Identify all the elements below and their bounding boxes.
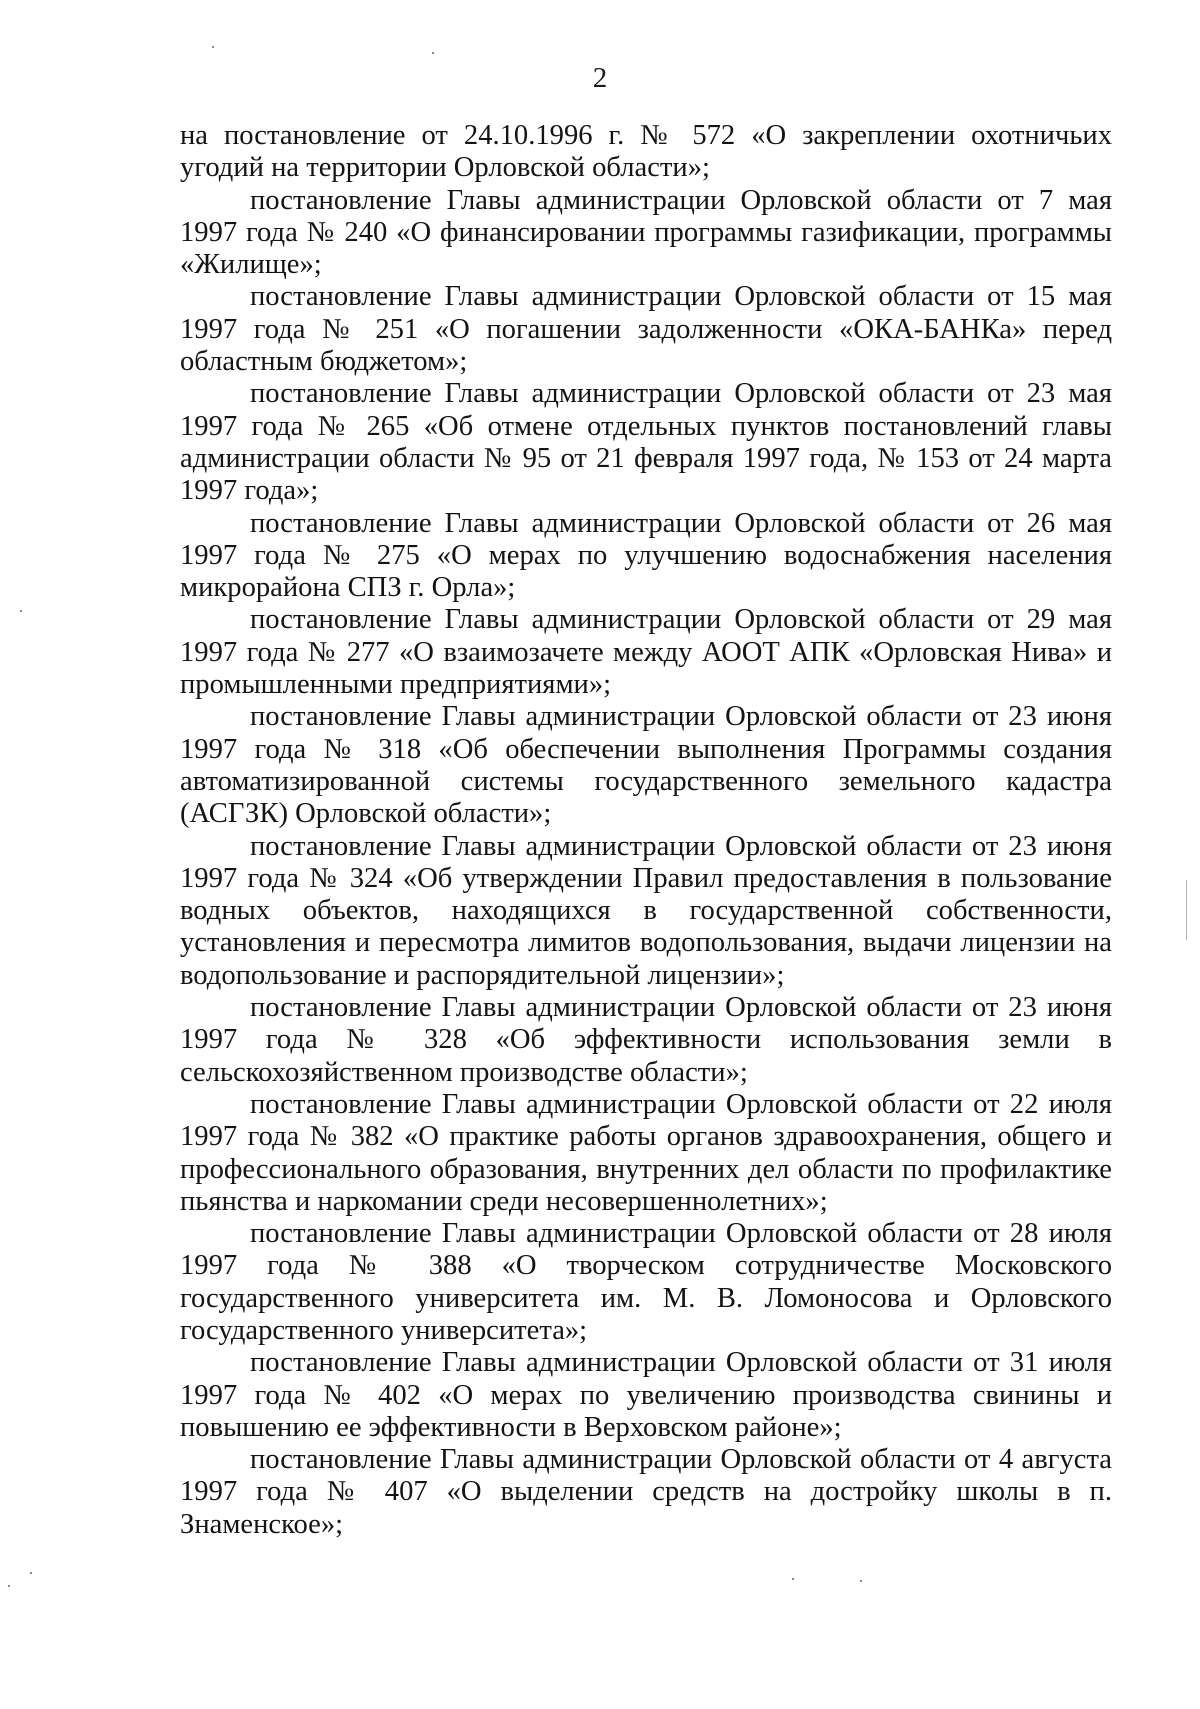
scan-speck xyxy=(30,1572,32,1574)
paragraph: постановление Главы администрации Орловской области от 28 июля 1997 года № 388 «О творческом сотрудничестве Московского государственного университета им. М. В. Ломоносова и Орловского государственного университета»; xyxy=(180,1218,1112,1346)
paragraph: постановление Главы администрации Орловской области от 7 мая 1997 года № 240 «О финансировании программы газификации, программы «Жилище»; xyxy=(180,184,1112,281)
paragraph: постановление Главы администрации Орловской области от 23 июня 1997 года № 328 «Об эффективности использования земли в сельскохозяйственном производстве области»; xyxy=(180,992,1112,1088)
scan-speck xyxy=(20,610,22,612)
paragraph: постановление Главы администрации Орловской области от 29 мая 1997 года № 277 «О взаимозачете между АООТ АПК «Орловская Нива» и промышленными предприятиями»; xyxy=(180,604,1112,701)
paragraph: постановление Главы администрации Орловской области от 23 мая 1997 года № 265 «Об отмене отдельных пунктов постановлений главы администрации области № 95 от 21 февраля 1997 года, № 153 от 24 марта 1997 года»; xyxy=(180,378,1112,507)
paragraph: постановление Главы администрации Орловской области от 15 мая 1997 года № 251 «О погашении задолженности «ОКА-БАНКа» перед областным бюджетом»; xyxy=(180,281,1112,378)
paragraph: постановление Главы администрации Орловской области от 4 августа 1997 года № 407 «О выделении средств на достройку школы в п. Знаменское»; xyxy=(180,1444,1112,1540)
paragraph: постановление Главы администрации Орловской области от 26 мая 1997 года № 275 «О мерах по улучшению водоснабжения населения микрорайона СПЗ г. Орла»; xyxy=(180,507,1112,604)
page-number: 2 xyxy=(592,62,608,94)
paragraph-continuation: на постановление от 24.10.1996 г. № 572 «О закреплении охотничьих угодий на территории Орловской области»; xyxy=(180,120,1112,184)
paragraph: постановление Главы администрации Орловской области от 23 июня 1997 года № 324 «Об утверждении Правил предоставления в пользование водных объектов, находящихся в государственной собственности, установления и пересмотра лимитов водопользования, выдачи лицензии на водопользование и распорядительной лицензии»; xyxy=(180,830,1112,991)
scan-speck xyxy=(860,1580,862,1582)
document-body xyxy=(180,120,1112,1541)
scan-speck xyxy=(432,52,434,54)
scan-speck xyxy=(212,46,214,48)
paragraph: постановление Главы администрации Орловской области от 31 июля 1997 года № 402 «О мерах по увеличению производства свинины и повышению ее эффективности в Верховском районе»; xyxy=(180,1347,1112,1443)
paragraph: постановление Главы администрации Орловской области от 23 июня 1997 года № 318 «Об обеспечении выполнения Программы создания автоматизированной системы государственного земельного кадастра (АСГЗК) Орловской области»; xyxy=(180,701,1112,830)
scan-speck xyxy=(8,1585,10,1587)
scan-speck xyxy=(1186,880,1187,940)
paragraph: постановление Главы администрации Орловской области от 22 июля 1997 года № 382 «О практике работы органов здравоохранения, общего и профессионального образования, внутренних дел области по профилактике пьянства и наркомании среди несовершеннолетних»; xyxy=(180,1088,1112,1217)
scan-speck xyxy=(792,1578,794,1580)
